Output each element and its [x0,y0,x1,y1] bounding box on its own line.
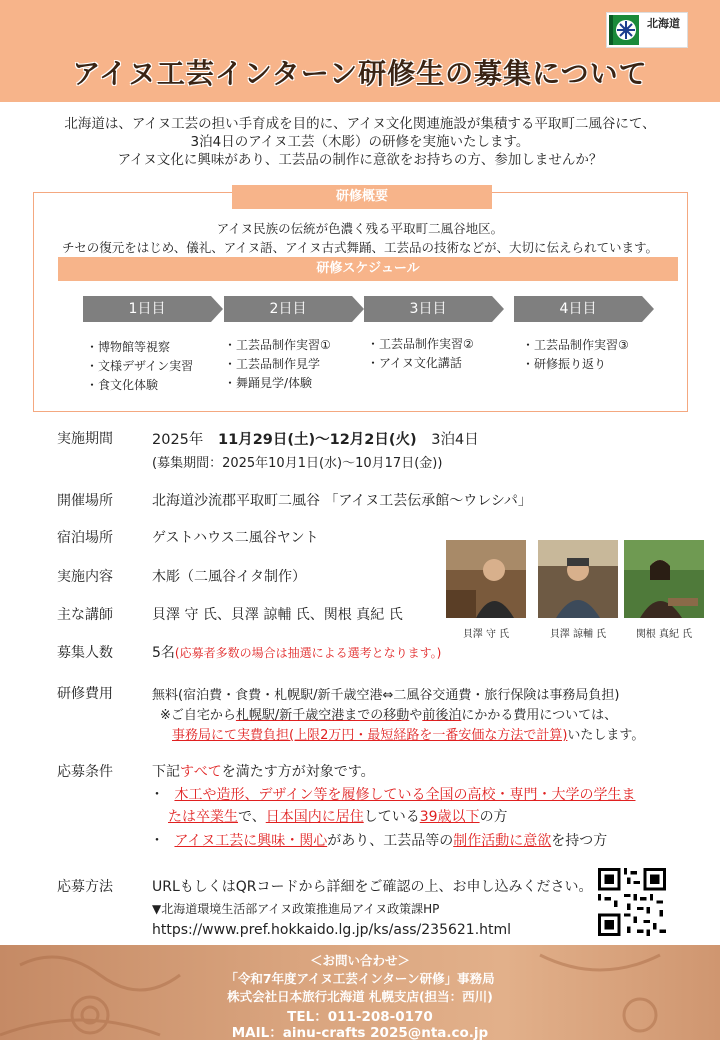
hokkaido-emblem-icon [609,15,639,45]
condition-1-cont [168,806,508,826]
lodging-value: ゲストハウス二風谷ヤント [152,530,319,546]
day-3-activities [367,335,474,373]
recruit-period: (募集期間：2025年10月1日(水)～10月17日(金)) [152,456,443,471]
fee-note-text: ※ご自宅から [160,708,236,723]
header-banner [0,0,720,102]
capacity-number: 5名 [152,645,175,661]
fee-note-text: や [409,708,423,723]
contact-footer [0,945,720,1040]
intro-text [20,115,700,169]
activity-item: ・研修振り返り [522,357,607,371]
instructor-photo-2 [538,540,618,618]
contact-office: 「令和7年度アイヌ工芸インターン研修」事務局 [225,971,495,986]
fee-note-highlight: 事務局にて実費負担(上限2万円・最短経路を一番安価な方法で計算) [172,728,568,743]
conditions-intro [152,761,375,781]
condition-2 [150,830,607,850]
activity-item: ・食文化体験 [86,378,159,392]
hokkaido-logo [606,12,688,48]
intro-line: 3泊4日のアイヌ工芸（木彫）の研修を実施いたします。 [190,134,530,150]
photo-caption: 貝澤 守 氏 [462,629,510,640]
fee-value: 無料(宿泊費・食費・札幌駅/新千歳空港⇔二風谷交通費・旅行保険は事務局負担) [152,688,620,703]
venue-value: 北海道沙流郡平取町二風谷 「アイヌ工芸伝承館～ウレシパ」 [152,493,532,509]
cond-text: で、 [238,809,266,825]
lodging-label: 宿泊場所 [57,530,113,546]
apply-label: 応募方法 [57,879,113,895]
qr-code-icon[interactable] [598,868,666,936]
activity-item: ・文様デザイン実習 [86,359,194,373]
cond-highlight: 39歳以下 [419,809,480,825]
activity-item: ・舞踊見学/体験 [224,376,313,390]
content-label: 実施内容 [57,569,113,585]
intro-line: 北海道は、アイヌ工芸の担い手育成を目的に、アイヌ文化関連施設が集積する平取町二風谷にて、 [64,116,656,132]
activity-item: ・博物館等視察 [86,340,171,354]
period-year: 2025年 [152,432,204,448]
activity-item: ・工芸品制作実習② [367,337,474,351]
cond-highlight: 制作活動に意欲 [453,833,552,849]
intro-line: アイヌ文化に興味があり、工芸品の制作に意欲をお持ちの方、参加しませんか？ [117,152,603,168]
fee-label: 研修費用 [57,686,113,702]
content-value: 木彫（二風谷イタ制作） [152,569,306,585]
capacity-label: 募集人数 [57,645,113,661]
condition-1 [150,784,635,804]
day-2-arrow: 2日目 [224,296,352,322]
apply-source: ▼北海道環境生活部アイヌ政策推進局アイヌ政策課HP [152,902,440,916]
cond-text: 下記 [152,764,180,780]
apply-value: URLもしくはQRコードから詳細をご確認の上、お申し込みください。 [152,879,593,895]
capacity-value [152,642,441,662]
fee-note [160,704,617,723]
bullet: ・ [150,833,164,849]
page-title: アイヌ工芸インターン研修生の募集について [72,57,648,90]
instructor-photo-1 [446,540,526,618]
fee-note-2 [172,724,644,743]
period-value [152,428,479,449]
activity-item: ・アイヌ文化講話 [367,356,462,370]
contact-heading: ＜お問い合わせ＞ [309,953,410,968]
day-4-arrow: 4日目 [514,296,642,322]
activity-item: ・工芸品制作実習③ [522,338,629,352]
cond-text: の方 [479,809,508,825]
photo-caption: 貝澤 諒輔 氏 [549,629,607,640]
period-dates: 11月29日(土)～12月2日(火) [218,432,417,448]
logo-text: 北海道 [647,17,680,30]
contact-mail[interactable]: MAIL：ainu-crafts 2025@nta.co.jp [231,1025,489,1040]
overview-heading: 研修概要 [232,185,492,209]
day-3-arrow: 3日目 [364,296,492,322]
day-2-activities [224,336,331,393]
activity-item: ・工芸品制作見学 [224,357,321,371]
instructor-value: 貝澤 守 氏、貝澤 諒輔 氏、関根 真紀 氏 [152,607,403,623]
cond-text: があり、工芸品等の [327,833,454,849]
cond-highlight: たは卒業生 [168,809,238,825]
cond-highlight: アイヌ工芸に興味・関心 [174,833,328,849]
overview-line: アイヌ民族の伝統が色濃く残る平取町二風谷地区。 [216,221,504,236]
fee-note-highlight: 札幌駅/新千歳空港までの移動 [235,708,410,723]
overview-line: チセの復元をはじめ、儀礼、アイヌ語、アイヌ古式舞踊、工芸品の技術などが、大切に伝えられています。 [61,240,658,255]
period-label: 実施期間 [57,431,113,447]
venue-label: 開催場所 [57,493,113,509]
period-nights: 3泊4日 [431,432,479,448]
instructor-photo-3 [624,540,704,618]
bullet: ・ [150,787,164,803]
fee-note-text: いたします。 [567,728,645,743]
activity-item: ・工芸品制作実習① [224,338,331,352]
conditions-label: 応募条件 [57,764,113,780]
overview-box [33,189,688,412]
fee-note-text: にかかる費用については、 [461,708,618,723]
day-1-activities [86,338,193,395]
cond-text: を持つ方 [551,833,608,849]
day-4-activities [522,336,629,374]
cond-highlight: 日本国内に居住 [265,809,364,825]
fee-note-highlight: 前後泊 [422,708,462,723]
cond-text: を満たす方が対象です。 [221,764,375,780]
contact-tel[interactable]: TEL：011-208-0170 [287,1009,433,1025]
apply-url-link[interactable]: https://www.pref.hokkaido.lg.jp/ks/ass/235621.html [152,922,512,938]
day-1-arrow: 1日目 [83,296,211,322]
capacity-note: (応募者多数の場合は抽選による選考となります。) [174,646,442,660]
contact-company: 株式会社日本旅行北海道 札幌支店(担当：西川) [227,989,493,1004]
cond-text: している [363,809,420,825]
schedule-heading: 研修スケジュール [58,257,678,281]
photo-caption: 関根 真紀 氏 [635,629,693,640]
cond-highlight: すべて [180,764,222,780]
instructor-label: 主な講師 [57,607,113,623]
cond-highlight: 木工や造形、デザイン等を履修している全国の高校・専門・大学の学生ま [174,787,636,803]
